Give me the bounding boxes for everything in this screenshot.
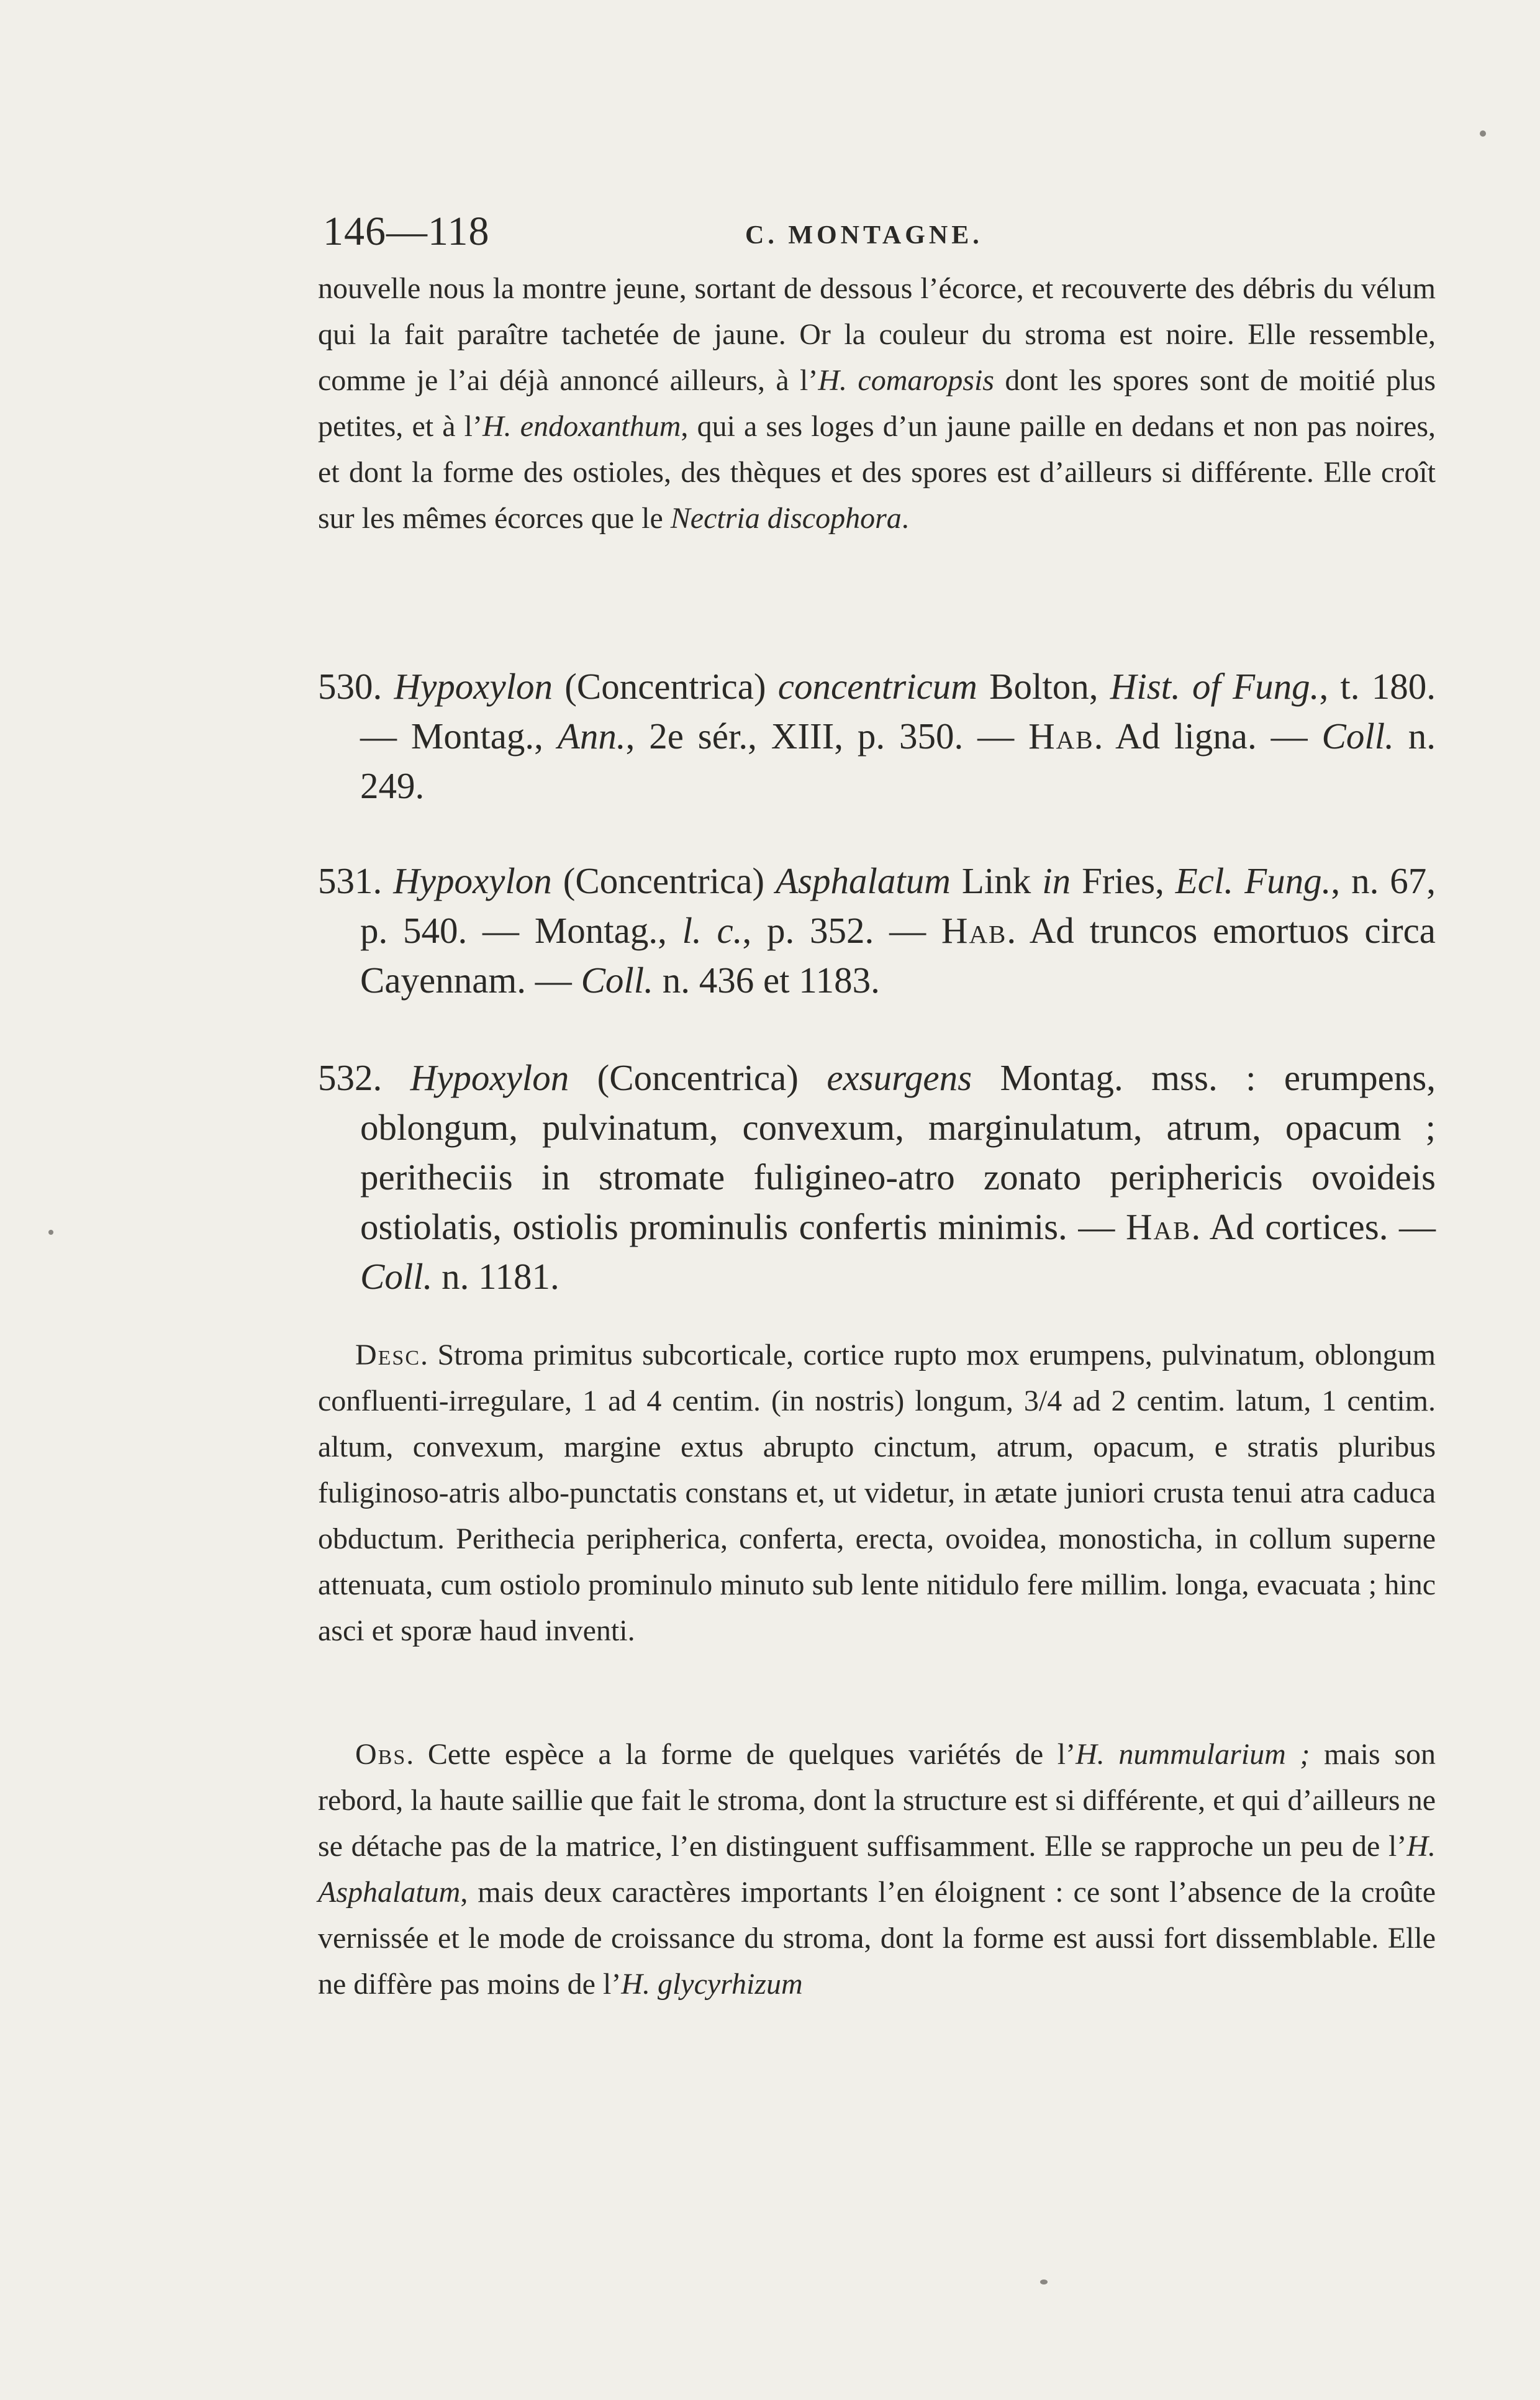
running-head: C. MONTAGNE.: [745, 221, 983, 250]
hab-label: Hab: [1125, 1206, 1192, 1247]
page-number: 146—118: [323, 209, 490, 254]
text-run: , 2e sér., XIII, p. 350. —: [625, 716, 1029, 757]
text-run: Link: [950, 860, 1043, 901]
coll-label: Coll.: [581, 960, 653, 1001]
species-name: H. nummularium ;: [1076, 1738, 1310, 1771]
reference-title: Ecl. Fung.: [1175, 860, 1331, 901]
text-run: mais son rebord, la haute saillie que fait le stroma, dont la structure est si différente, et qui d’ailleurs ne se détache pas de la matrice, l’en distinguent suffisamment. Elle se rapproche un peu de l’: [318, 1738, 1436, 1863]
intro-paragraph: [318, 266, 1436, 542]
text-run: . Ad truncos emortuos circa Cayennam. —: [360, 910, 1436, 1001]
text-run: . Ad ligna. —: [1094, 716, 1322, 757]
genus-name: Hypoxylon: [394, 666, 553, 707]
entry-number: 532.: [318, 1057, 410, 1098]
text-run: .: [901, 502, 909, 535]
page-header: [323, 208, 1453, 258]
species-name: exsurgens: [827, 1057, 972, 1098]
description-paragraph: [318, 1332, 1436, 1654]
text-run: dont les spores sont de moitié plus petites, et à l’: [318, 364, 1436, 443]
paper-speck: [1480, 130, 1486, 137]
entry-530: [318, 661, 1436, 811]
species-name: H. endoxanthum: [482, 410, 681, 443]
genus-name: Hypoxylon: [393, 860, 552, 901]
entry-531: [318, 856, 1436, 1005]
genus-name: Hypoxylon: [410, 1057, 569, 1098]
text-run: . Stroma primitus subcorticale, cortice rupto mox erumpens, pulvinatum, oblongum confluenti-irregulare, 1 ad 4 centim. (in nostris) longum, 3/4 ad 2 centim. latum, 1 centim. altum, convexum, margine extus abrupto cinctum, atrum, opacum, e stratis pluribus fuliginoso-atris albo-punctatis constans et, ut videtur, in ætate juniori crusta tenui atra caduca obductum. Perithecia peripherica, conferta, erecta, ovoidea, monosticha, in collum superne attenuata, cum ostiolo prominulo minuto sub lente nitidulo fere millim. longa, evacuata ; hinc asci et sporæ haud inventi.: [318, 1339, 1436, 1647]
text-run: nouvelle nous la montre jeune, sortant de dessous l’écorce, et recouverte des débris du vélum qui la fait paraître tachetée de jaune. Or la couleur du stroma est noire. Elle ressemble, comme je l’ai déjà annoncé ailleurs, à l’: [318, 272, 1436, 397]
section-name: (Concentrica): [569, 1057, 827, 1098]
obs-label: Obs: [355, 1738, 407, 1771]
text-run: n. 436 et 1183.: [653, 960, 880, 1001]
text-run: , qui a ses loges d’un jaune paille en dedans et non pas noires, et dont la forme des ostioles, des thèques et des spores est d’ailleurs si différente. Elle croît sur les mêmes écorces que le: [318, 410, 1436, 535]
species-name: Asphalatum: [775, 860, 951, 901]
text-run: , p. 352. —: [742, 910, 941, 951]
text-run: , t. 180. — Montag.,: [360, 666, 1436, 757]
reference-title: Hist. of Fung.: [1110, 666, 1320, 707]
desc-label: Desc: [355, 1339, 421, 1371]
species-name: H. comaropsis: [818, 364, 994, 397]
hab-label: Hab: [1028, 716, 1094, 757]
text-run: . Cette espèce a la forme de quelques variétés de l’: [406, 1738, 1076, 1771]
hab-label: Hab: [941, 910, 1007, 951]
section-name: (Concentrica): [551, 860, 776, 901]
reference-title: l. c.: [682, 910, 743, 951]
paper-speck: [1040, 2280, 1048, 2284]
species-name: concentricum: [777, 666, 977, 707]
text-run: . Ad cortices. —: [1191, 1206, 1436, 1247]
text-run: n. 249.: [360, 716, 1436, 806]
text-run: , n. 67, p. 540. — Montag.,: [360, 860, 1436, 951]
text-run: Montag. mss. : erumpens, oblongum, pulvinatum, convexum, marginulatum, atrum, opacum ; peritheciis in stromate fuligineo-atro zonato periphericis ovoideis ostiolatis, ostiolis prominulis confertis minimis. —: [360, 1057, 1436, 1247]
text-run: , mais deux caractères importants l’en éloignent : ce sont l’absence de la croûte vernissée et le mode de croissance du stroma, dont la forme est aussi fort dissemblable. Elle ne diffère pas moins de l’: [318, 1876, 1436, 2001]
text-run: in: [1042, 860, 1071, 901]
text-run: n. 1181.: [432, 1256, 559, 1297]
reference-title: Ann.: [557, 716, 626, 757]
text-run: Bolton,: [977, 666, 1110, 707]
entry-number: 531.: [318, 860, 394, 901]
text-run: Fries,: [1071, 860, 1175, 901]
observation-paragraph: [318, 1732, 1436, 2007]
paper-speck: [48, 1230, 53, 1235]
entry-number: 530.: [318, 666, 394, 707]
species-name: H. glycyrhizum: [621, 1968, 803, 2001]
coll-label: Coll.: [360, 1256, 433, 1297]
species-name: H. Asphalatum: [318, 1830, 1436, 1909]
coll-label: Coll.: [1321, 716, 1394, 757]
entry-532: [318, 1053, 1436, 1301]
section-name: (Concentrica): [553, 666, 778, 707]
species-name: Nectria discophora: [670, 502, 902, 535]
